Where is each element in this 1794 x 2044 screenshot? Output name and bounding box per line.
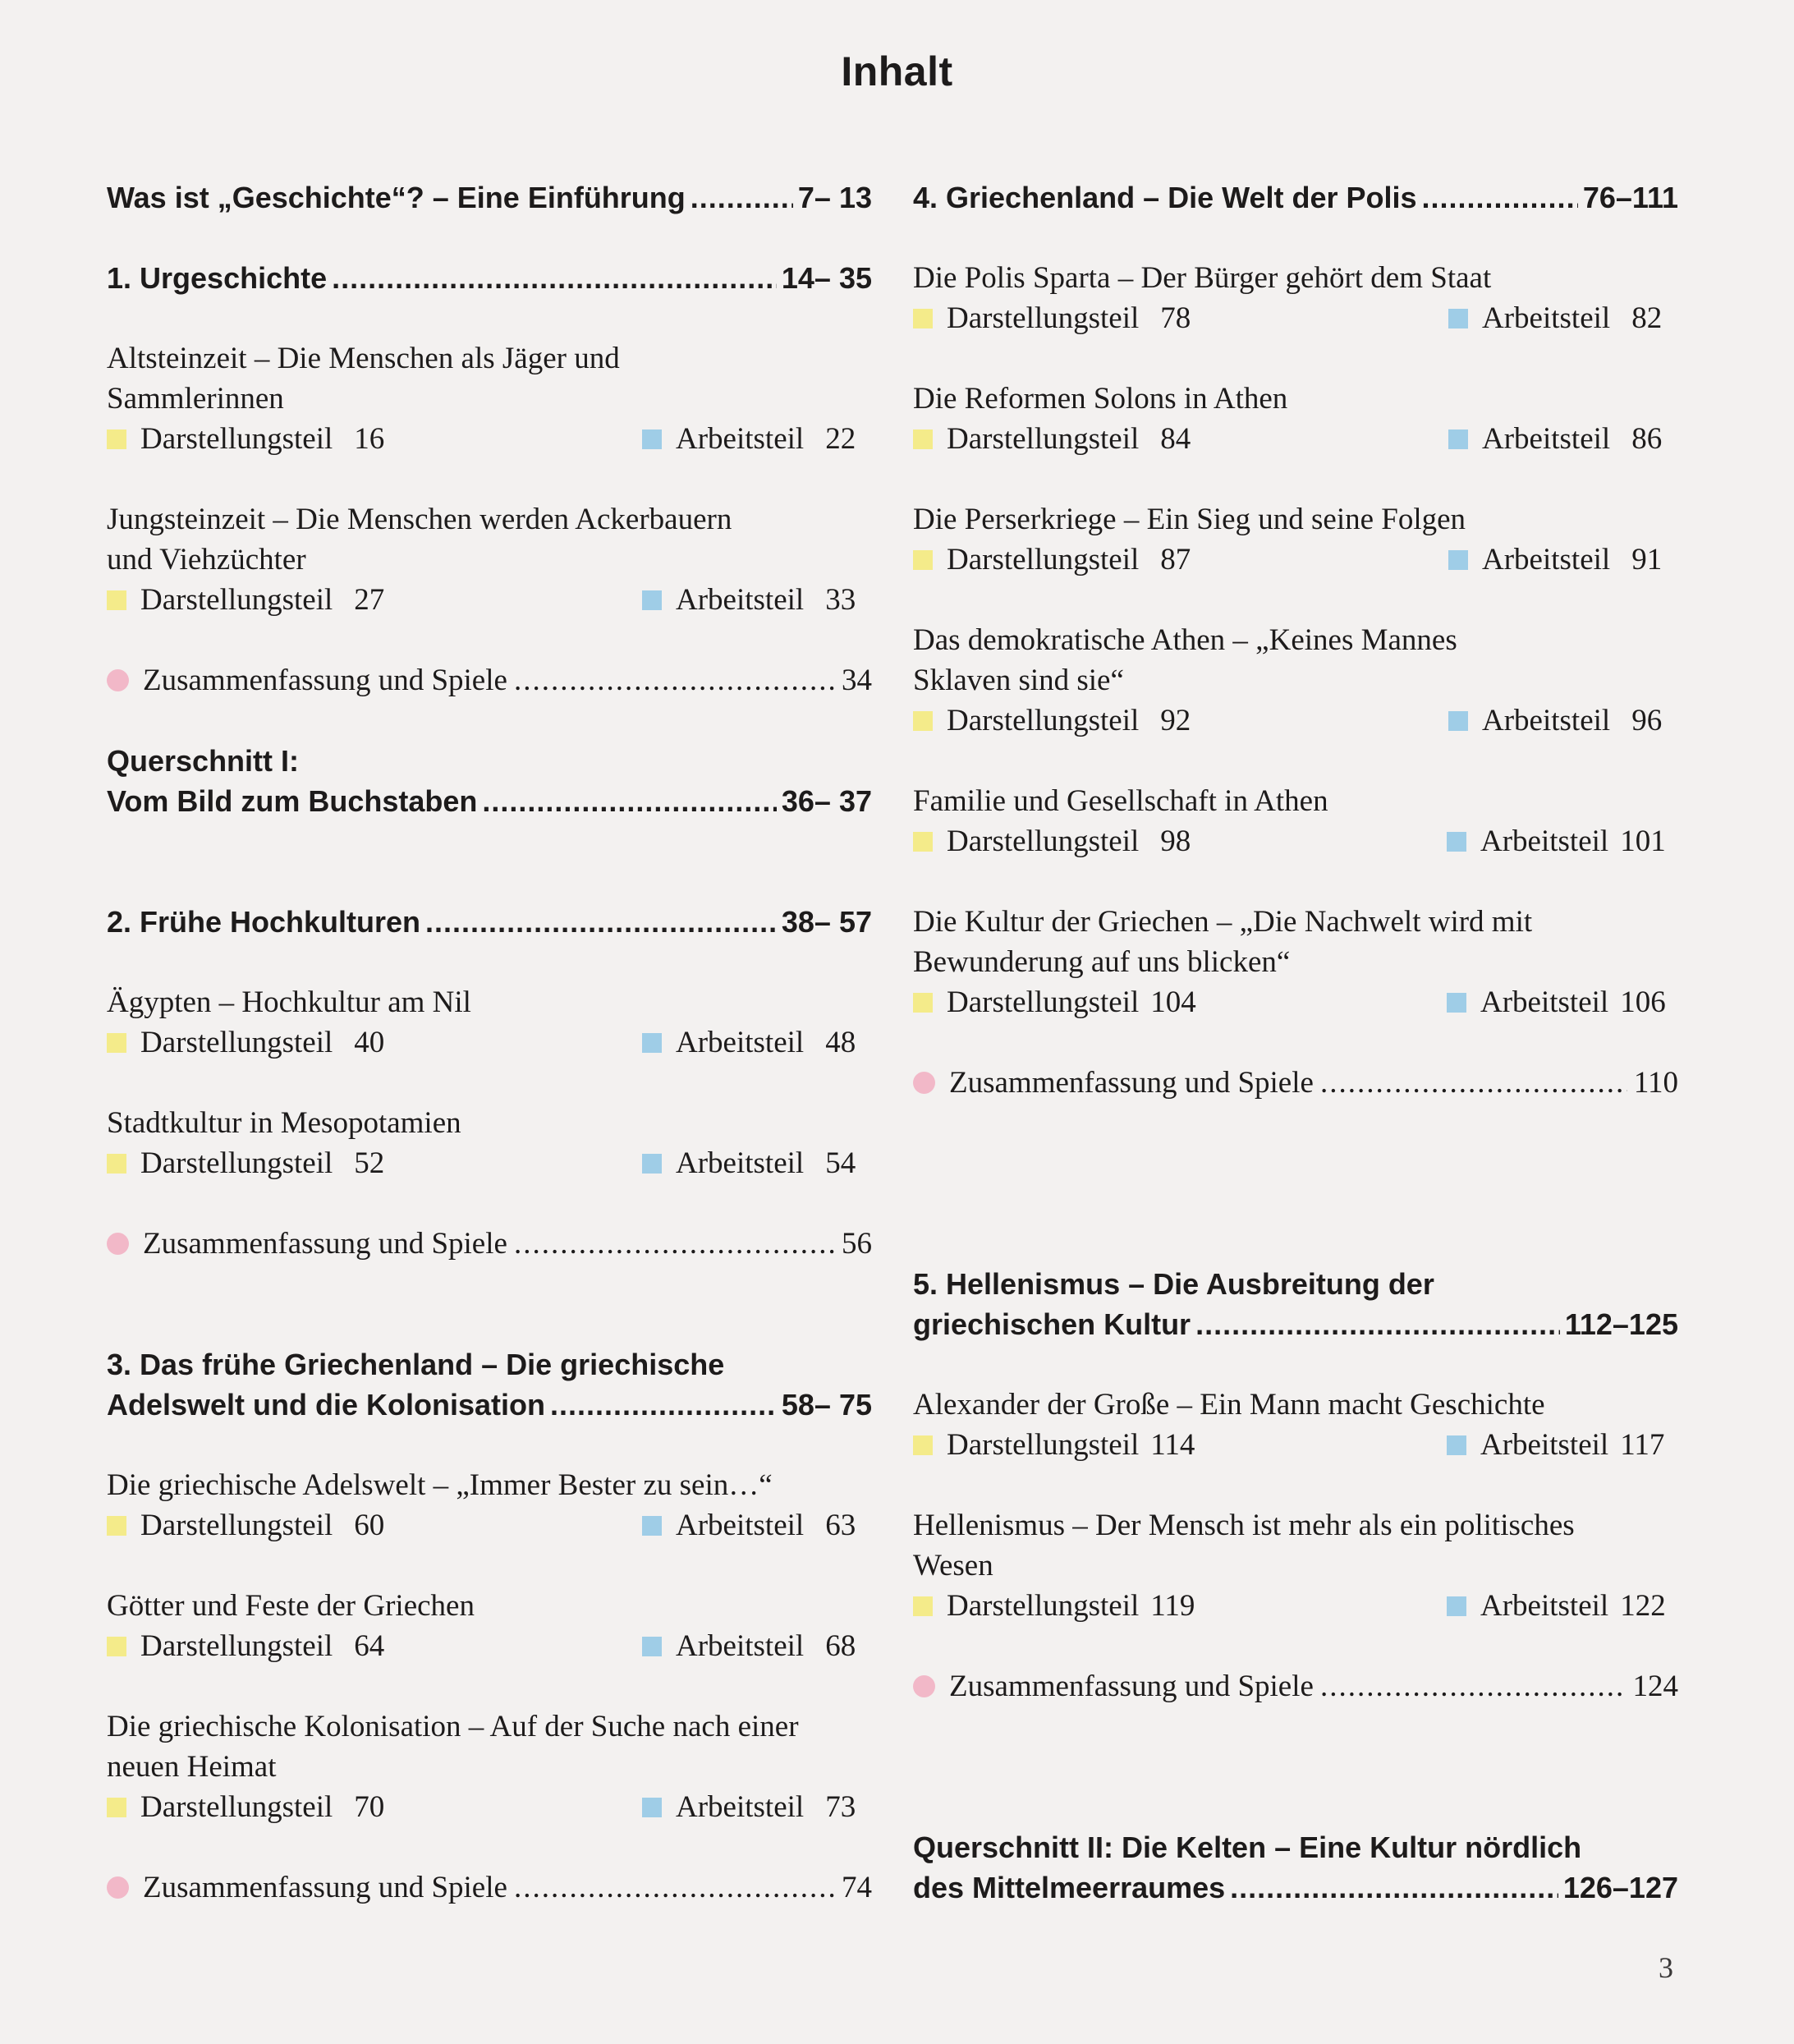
page-title: Inhalt	[841, 48, 953, 94]
pink-dot-icon	[107, 1233, 129, 1255]
arbeitsteil-ref: Arbeitsteil 73	[642, 1787, 856, 1827]
toc-topic-athen-demokratie	[913, 620, 1678, 741]
toc-topic-alexander	[913, 1385, 1678, 1465]
topic-title-line: Die Reformen Solons in Athen	[913, 382, 1288, 416]
arbeitsteil-ref: Arbeitsteil 91	[1448, 540, 1662, 580]
topic-title-line: Alexander der Große – Ein Mann macht Geschichte	[913, 1388, 1545, 1422]
pink-dot-icon	[107, 669, 129, 691]
toc-topic-mesopotamien	[107, 1103, 872, 1183]
blue-square-icon	[1448, 309, 1468, 328]
toc-topic-altsteinzeit	[107, 338, 872, 459]
darstellungsteil-ref: Darstellungsteil 27	[107, 580, 384, 620]
arbeitsteil-ref: Arbeitsteil 101	[1447, 821, 1666, 861]
dot-leader	[1320, 1666, 1627, 1706]
heading-title: 5. Hellenismus – Die Ausbreitung der	[913, 1267, 1434, 1301]
blue-square-icon	[1448, 550, 1468, 570]
arbeitsteil-ref: Arbeitsteil 82	[1448, 298, 1662, 338]
heading-title: griechischen Kultur	[913, 1307, 1191, 1341]
darstellungsteil-ref: Darstellungsteil 98	[913, 821, 1191, 861]
arbeitsteil-ref: Arbeitsteil 48	[642, 1022, 856, 1063]
topic-title-line: Altsteinzeit – Die Menschen als Jäger und	[107, 342, 620, 375]
toc-summary-ch5: Zusammenfassung und Spiele ..... 124	[913, 1666, 1678, 1706]
arbeitsteil-ref: Arbeitsteil 22	[642, 419, 856, 459]
darstellungsteil-ref: Darstellungsteil 104	[913, 982, 1196, 1022]
topic-title-line: Sammlerinnen	[107, 382, 284, 416]
dot-leader	[482, 781, 777, 821]
heading-pages: 14– 35	[781, 261, 872, 295]
yellow-square-icon	[913, 429, 933, 449]
blue-square-icon	[1448, 429, 1468, 449]
toc-topic-adelswelt	[107, 1465, 872, 1546]
dot-leader	[514, 1224, 835, 1264]
toc-topic-solon	[913, 379, 1678, 459]
blue-square-icon	[642, 429, 662, 449]
heading-pages: 38– 57	[781, 905, 872, 939]
darstellungsteil-ref: Darstellungsteil 114	[913, 1425, 1195, 1465]
topic-title-line: Die Kultur der Griechen – „Die Nachwelt wird mit	[913, 905, 1533, 939]
darstellungsteil-ref: Darstellungsteil 60	[107, 1505, 384, 1546]
dot-leader	[514, 660, 835, 700]
heading-title: 3. Das frühe Griechenland – Die griechische	[107, 1348, 725, 1381]
arbeitsteil-ref: Arbeitsteil 63	[642, 1505, 856, 1546]
toc-topic-kultur	[913, 902, 1678, 1022]
darstellungsteil-ref: Darstellungsteil 70	[107, 1787, 384, 1827]
topic-title-line: Die Polis Sparta – Der Bürger gehört dem Staat	[913, 261, 1492, 295]
dot-leader	[425, 902, 777, 942]
heading-title: 4. Griechenland – Die Welt der Polis	[913, 181, 1417, 214]
darstellungsteil-ref: Darstellungsteil 16	[107, 419, 384, 459]
toc-summary-ch3: Zusammenfassung und Spiele ..... 74	[107, 1867, 872, 1908]
pink-dot-icon	[913, 1675, 935, 1697]
heading-title: 2. Frühe Hochkulturen	[107, 905, 421, 939]
toc-heading-ch5	[913, 1264, 1678, 1344]
heading-title: Querschnitt I:	[107, 744, 300, 778]
heading-pages: 76–111	[1582, 181, 1678, 214]
darstellungsteil-ref: Darstellungsteil 52	[107, 1143, 384, 1183]
yellow-square-icon	[107, 1033, 126, 1053]
heading-pages: 112–125	[1564, 1307, 1678, 1341]
toc-heading-ch1	[107, 258, 872, 298]
toc-heading-querschnitt-2	[913, 1827, 1678, 1908]
blue-square-icon	[642, 1798, 662, 1817]
heading-title: Querschnitt II: Die Kelten – Eine Kultur nördlich	[913, 1830, 1582, 1864]
toc-heading-ch4	[913, 177, 1678, 218]
heading-pages: 7– 13	[797, 181, 872, 214]
yellow-square-icon	[913, 1435, 933, 1455]
toc-topic-perserkriege	[913, 499, 1678, 580]
blue-square-icon	[1447, 832, 1466, 852]
yellow-square-icon	[913, 993, 933, 1013]
dot-leader	[1230, 1867, 1558, 1908]
yellow-square-icon	[107, 1637, 126, 1656]
arbeitsteil-ref: Arbeitsteil 33	[642, 580, 856, 620]
pink-dot-icon	[913, 1072, 935, 1094]
toc-summary-ch2: Zusammenfassung und Spiele ..... 56	[107, 1224, 872, 1264]
topic-title-line: neuen Heimat	[107, 1750, 277, 1784]
topic-title-line: Sklaven sind sie“	[913, 664, 1124, 697]
topic-title-line: Das demokratische Athen – „Keines Mannes	[913, 623, 1457, 657]
toc-heading-ch2	[107, 902, 872, 942]
blue-square-icon	[642, 1637, 662, 1656]
toc-topic-familie	[913, 781, 1678, 861]
dot-leader	[1422, 177, 1578, 218]
yellow-square-icon	[107, 1798, 126, 1817]
heading-pages: 126–127	[1562, 1871, 1678, 1904]
topic-title-line: Hellenismus – Der Mensch ist mehr als ein politisches	[913, 1509, 1575, 1542]
yellow-square-icon	[913, 550, 933, 570]
toc-topic-sparta	[913, 258, 1678, 338]
blue-square-icon	[642, 590, 662, 610]
arbeitsteil-ref: Arbeitsteil 122	[1447, 1586, 1666, 1626]
darstellungsteil-ref: Darstellungsteil 92	[913, 700, 1191, 741]
toc-summary-ch4: Zusammenfassung und Spiele ..... 110	[913, 1063, 1678, 1103]
blue-square-icon	[1447, 1435, 1466, 1455]
dot-leader	[1320, 1063, 1627, 1103]
pink-dot-icon	[107, 1876, 129, 1899]
yellow-square-icon	[913, 1596, 933, 1616]
blue-square-icon	[1447, 1596, 1466, 1616]
darstellungsteil-ref: Darstellungsteil 119	[913, 1586, 1195, 1626]
topic-title-line: Stadtkultur in Mesopotamien	[107, 1106, 461, 1140]
toc-heading-ch3	[107, 1344, 872, 1425]
arbeitsteil-ref: Arbeitsteil 106	[1447, 982, 1666, 1022]
blue-square-icon	[1448, 711, 1468, 731]
heading-title: Was ist „Geschichte“? – Eine Einführung	[107, 181, 686, 214]
yellow-square-icon	[107, 429, 126, 449]
toc-summary-ch1: Zusammenfassung und Spiele ..... 34	[107, 660, 872, 700]
darstellungsteil-ref: Darstellungsteil 78	[913, 298, 1191, 338]
blue-square-icon	[642, 1154, 662, 1174]
toc-topic-kolonisation	[107, 1706, 872, 1827]
arbeitsteil-ref: Arbeitsteil 68	[642, 1626, 856, 1666]
heading-pages: 36– 37	[781, 784, 872, 818]
yellow-square-icon	[107, 1516, 126, 1536]
yellow-square-icon	[913, 309, 933, 328]
yellow-square-icon	[913, 832, 933, 852]
dot-leader	[1195, 1304, 1560, 1344]
arbeitsteil-ref: Arbeitsteil 54	[642, 1143, 856, 1183]
darstellungsteil-ref: Darstellungsteil 64	[107, 1626, 384, 1666]
topic-title-line: Bewunderung auf uns blicken“	[913, 945, 1291, 979]
dot-leader	[691, 177, 793, 218]
topic-title-line: Die griechische Kolonisation – Auf der Suche nach einer	[107, 1710, 799, 1743]
blue-square-icon	[1447, 993, 1466, 1013]
arbeitsteil-ref: Arbeitsteil 96	[1448, 700, 1662, 741]
toc-topic-aegypten	[107, 982, 872, 1063]
heading-title: des Mittelmeerraumes	[913, 1871, 1226, 1904]
darstellungsteil-ref: Darstellungsteil 40	[107, 1022, 384, 1063]
toc-topic-hellenismus	[913, 1505, 1678, 1626]
heading-pages: 58– 75	[781, 1388, 872, 1422]
yellow-square-icon	[913, 711, 933, 731]
blue-square-icon	[642, 1516, 662, 1536]
toc-topic-goetter	[107, 1586, 872, 1666]
topic-title-line: Ägypten – Hochkultur am Nil	[107, 985, 471, 1019]
heading-title: 1. Urgeschichte	[107, 261, 328, 295]
yellow-square-icon	[107, 1154, 126, 1174]
topic-title-line: Wesen	[913, 1549, 993, 1582]
yellow-square-icon	[107, 590, 126, 610]
darstellungsteil-ref: Darstellungsteil 87	[913, 540, 1191, 580]
topic-title-line: Die Perserkriege – Ein Sieg und seine Folgen	[913, 503, 1466, 536]
dot-leader	[550, 1385, 777, 1425]
darstellungsteil-ref: Darstellungsteil 84	[913, 419, 1191, 459]
topic-title-line: Jungsteinzeit – Die Menschen werden Ackerbauern	[107, 503, 732, 536]
blue-square-icon	[642, 1033, 662, 1053]
topic-title-line: Familie und Gesellschaft in Athen	[913, 784, 1328, 818]
heading-title: Adelswelt und die Kolonisation	[107, 1388, 546, 1422]
arbeitsteil-ref: Arbeitsteil 117	[1447, 1425, 1664, 1465]
topic-title-line: Die griechische Adelswelt – „Immer Bester zu sein…“	[107, 1468, 773, 1502]
toc-topic-jungsteinzeit	[107, 499, 872, 620]
arbeitsteil-ref: Arbeitsteil 86	[1448, 419, 1662, 459]
page-number: 3	[1659, 1951, 1673, 1984]
toc-heading-intro	[107, 177, 872, 218]
topic-title-line: Götter und Feste der Griechen	[107, 1589, 475, 1623]
dot-leader	[332, 258, 777, 298]
dot-leader	[514, 1867, 835, 1908]
toc-heading-querschnitt-1	[107, 741, 872, 821]
topic-title-line: und Viehzüchter	[107, 543, 306, 576]
heading-title: Vom Bild zum Buchstaben	[107, 784, 478, 818]
